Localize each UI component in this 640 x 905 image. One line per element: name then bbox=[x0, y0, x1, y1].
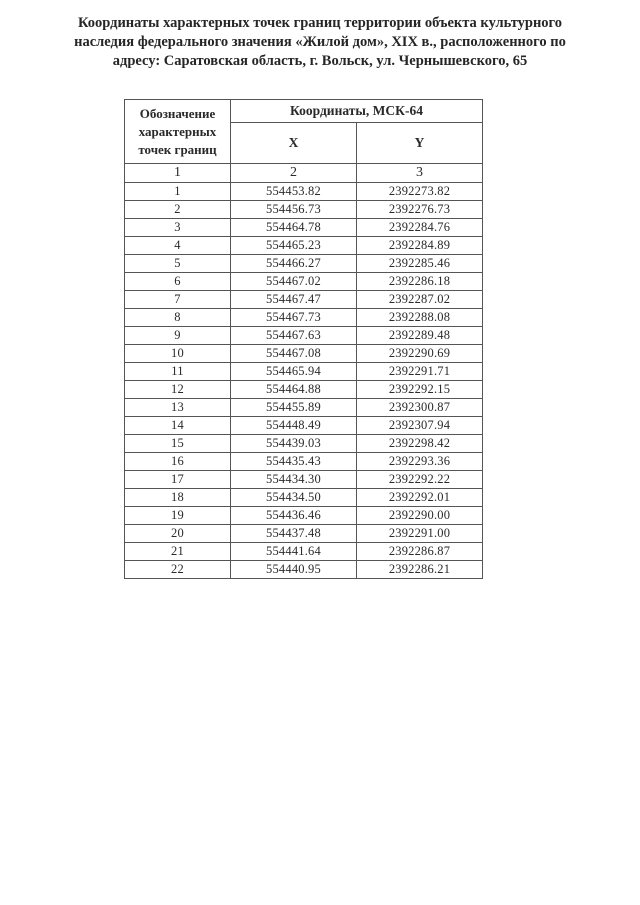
table-row bbox=[125, 201, 483, 219]
y-cell: 2392292.01 bbox=[357, 489, 483, 507]
table-row bbox=[125, 219, 483, 237]
x-cell: 554437.48 bbox=[231, 525, 357, 543]
header-coordinates: Координаты, МСК-64 bbox=[231, 100, 483, 123]
title-line-2: наследия федерального значения «Жилой дом», XIX в., расположенного по bbox=[74, 34, 566, 50]
y-cell: 2392293.36 bbox=[357, 453, 483, 471]
y-cell: 2392307.94 bbox=[357, 417, 483, 435]
y-cell: 2392285.46 bbox=[357, 255, 483, 273]
x-cell: 554467.63 bbox=[231, 327, 357, 345]
table-row bbox=[125, 489, 483, 507]
point-cell: 6 bbox=[125, 273, 231, 291]
table-body bbox=[125, 183, 483, 579]
point-cell: 18 bbox=[125, 489, 231, 507]
y-cell: 2392273.82 bbox=[357, 183, 483, 201]
point-cell: 8 bbox=[125, 309, 231, 327]
x-cell: 554435.43 bbox=[231, 453, 357, 471]
x-cell: 554465.94 bbox=[231, 363, 357, 381]
y-cell: 2392286.87 bbox=[357, 543, 483, 561]
point-cell: 12 bbox=[125, 381, 231, 399]
y-cell: 2392290.69 bbox=[357, 345, 483, 363]
header-x: X bbox=[231, 123, 357, 164]
point-cell: 15 bbox=[125, 435, 231, 453]
title-line-1: Координаты характерных точек границ территории объекта культурного bbox=[77, 15, 563, 31]
point-cell: 16 bbox=[125, 453, 231, 471]
point-cell: 22 bbox=[125, 561, 231, 579]
x-cell: 554441.64 bbox=[231, 543, 357, 561]
y-cell: 2392284.76 bbox=[357, 219, 483, 237]
table-row bbox=[125, 291, 483, 309]
point-cell: 20 bbox=[125, 525, 231, 543]
table-row bbox=[125, 543, 483, 561]
y-cell: 2392290.00 bbox=[357, 507, 483, 525]
title-line-3: адресу: Саратовская область, г. Вольск, ул. Чернышевского, 65 bbox=[112, 53, 528, 69]
point-cell: 2 bbox=[125, 201, 231, 219]
point-cell: 4 bbox=[125, 237, 231, 255]
point-cell: 9 bbox=[125, 327, 231, 345]
table-row bbox=[125, 309, 483, 327]
table-row bbox=[125, 417, 483, 435]
header-point-label: Обозначение характерных точек границ bbox=[125, 100, 231, 164]
point-cell: 17 bbox=[125, 471, 231, 489]
point-cell: 1 bbox=[125, 183, 231, 201]
y-cell: 2392291.00 bbox=[357, 525, 483, 543]
y-cell: 2392286.18 bbox=[357, 273, 483, 291]
x-cell: 554456.73 bbox=[231, 201, 357, 219]
point-cell: 14 bbox=[125, 417, 231, 435]
x-cell: 554465.23 bbox=[231, 237, 357, 255]
y-cell: 2392289.48 bbox=[357, 327, 483, 345]
table-row bbox=[125, 399, 483, 417]
table-row bbox=[125, 381, 483, 399]
y-cell: 2392300.87 bbox=[357, 399, 483, 417]
y-cell: 2392288.08 bbox=[357, 309, 483, 327]
point-cell: 10 bbox=[125, 345, 231, 363]
y-cell: 2392292.15 bbox=[357, 381, 483, 399]
table-row bbox=[125, 273, 483, 291]
x-cell: 554467.02 bbox=[231, 273, 357, 291]
point-cell: 19 bbox=[125, 507, 231, 525]
coordinates-table bbox=[124, 99, 483, 579]
point-cell: 21 bbox=[125, 543, 231, 561]
table-row bbox=[125, 327, 483, 345]
table-row bbox=[125, 183, 483, 201]
document-title bbox=[40, 14, 600, 71]
table-row bbox=[125, 471, 483, 489]
y-cell: 2392287.02 bbox=[357, 291, 483, 309]
point-cell: 3 bbox=[125, 219, 231, 237]
x-cell: 554455.89 bbox=[231, 399, 357, 417]
x-cell: 554467.08 bbox=[231, 345, 357, 363]
y-cell: 2392298.42 bbox=[357, 435, 483, 453]
x-cell: 554439.03 bbox=[231, 435, 357, 453]
table-row bbox=[125, 453, 483, 471]
x-cell: 554466.27 bbox=[231, 255, 357, 273]
table-row bbox=[125, 237, 483, 255]
column-number-3: 3 bbox=[357, 164, 483, 183]
x-cell: 554440.95 bbox=[231, 561, 357, 579]
table-row bbox=[125, 363, 483, 381]
x-cell: 554434.30 bbox=[231, 471, 357, 489]
x-cell: 554434.50 bbox=[231, 489, 357, 507]
table-row bbox=[125, 561, 483, 579]
point-cell: 5 bbox=[125, 255, 231, 273]
x-cell: 554464.78 bbox=[231, 219, 357, 237]
table-row bbox=[125, 255, 483, 273]
y-cell: 2392291.71 bbox=[357, 363, 483, 381]
y-cell: 2392292.22 bbox=[357, 471, 483, 489]
y-cell: 2392286.21 bbox=[357, 561, 483, 579]
x-cell: 554448.49 bbox=[231, 417, 357, 435]
y-cell: 2392276.73 bbox=[357, 201, 483, 219]
table-row bbox=[125, 345, 483, 363]
column-number-2: 2 bbox=[231, 164, 357, 183]
point-cell: 7 bbox=[125, 291, 231, 309]
y-cell: 2392284.89 bbox=[357, 237, 483, 255]
table-row bbox=[125, 435, 483, 453]
x-cell: 554453.82 bbox=[231, 183, 357, 201]
x-cell: 554436.46 bbox=[231, 507, 357, 525]
x-cell: 554467.73 bbox=[231, 309, 357, 327]
x-cell: 554467.47 bbox=[231, 291, 357, 309]
table-row bbox=[125, 507, 483, 525]
point-cell: 11 bbox=[125, 363, 231, 381]
point-cell: 13 bbox=[125, 399, 231, 417]
table-row bbox=[125, 525, 483, 543]
column-number-1: 1 bbox=[125, 164, 231, 183]
header-y: Y bbox=[357, 123, 483, 164]
x-cell: 554464.88 bbox=[231, 381, 357, 399]
